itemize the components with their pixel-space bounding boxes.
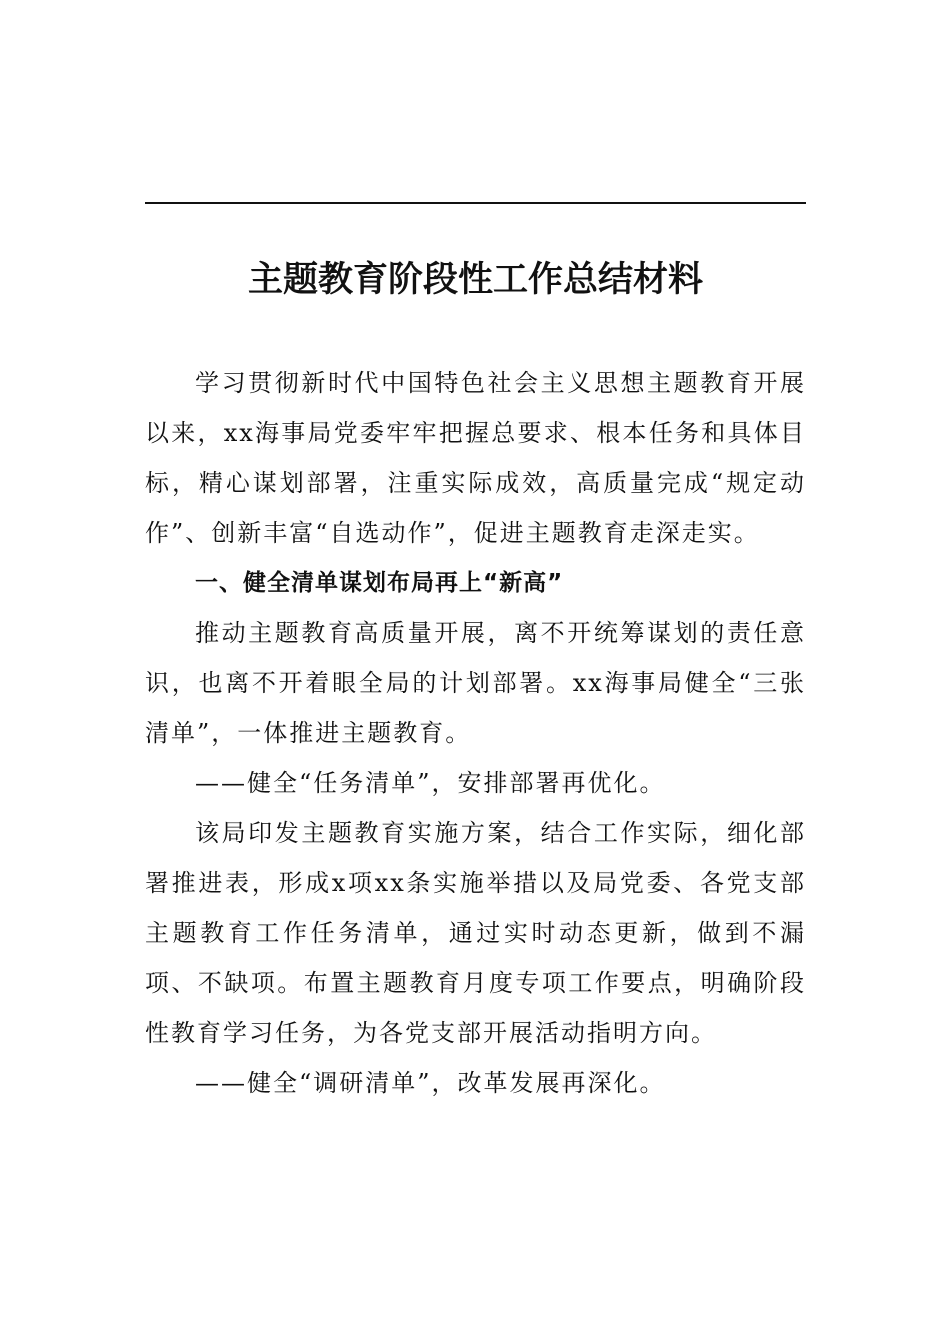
section-heading-1: 一、健全清单谋划布局再上“新高” <box>195 570 564 596</box>
header-rule <box>145 202 806 204</box>
section-1-paragraph: 推动主题教育高质量开展，离不开统筹谋划的责任意识，也离不开着眼全局的计划部署。xx海事局健全“三张清单”，一体推进主题教育。 <box>145 619 806 747</box>
subheading-task-list: ——健全“任务清单”，安排部署再优化。 <box>195 769 666 797</box>
intro-paragraph: 学习贯彻新时代中国特色社会主义思想主题教育开展以来，xx海事局党委牢牢把握总要求、根本任务和具体目标，精心谋划部署，注重实际成效，高质量完成“规定动作”、创新丰富“自选动作”，促进主题教育走深走实。 <box>145 369 806 547</box>
document-body <box>145 358 806 1108</box>
task-list-paragraph: 该局印发主题教育实施方案，结合工作实际，细化部署推进表，形成x项xx条实施举措以及局党委、各党支部主题教育工作任务清单，通过实时动态更新，做到不漏项、不缺项。布置主题教育月度专项工作要点，明确阶段性教育学习任务，为各党支部开展活动指明方向。 <box>145 819 806 1047</box>
document-title: 主题教育阶段性工作总结材料 <box>247 259 703 300</box>
subheading-research-list: ——健全“调研清单”，改革发展再深化。 <box>195 1069 666 1097</box>
